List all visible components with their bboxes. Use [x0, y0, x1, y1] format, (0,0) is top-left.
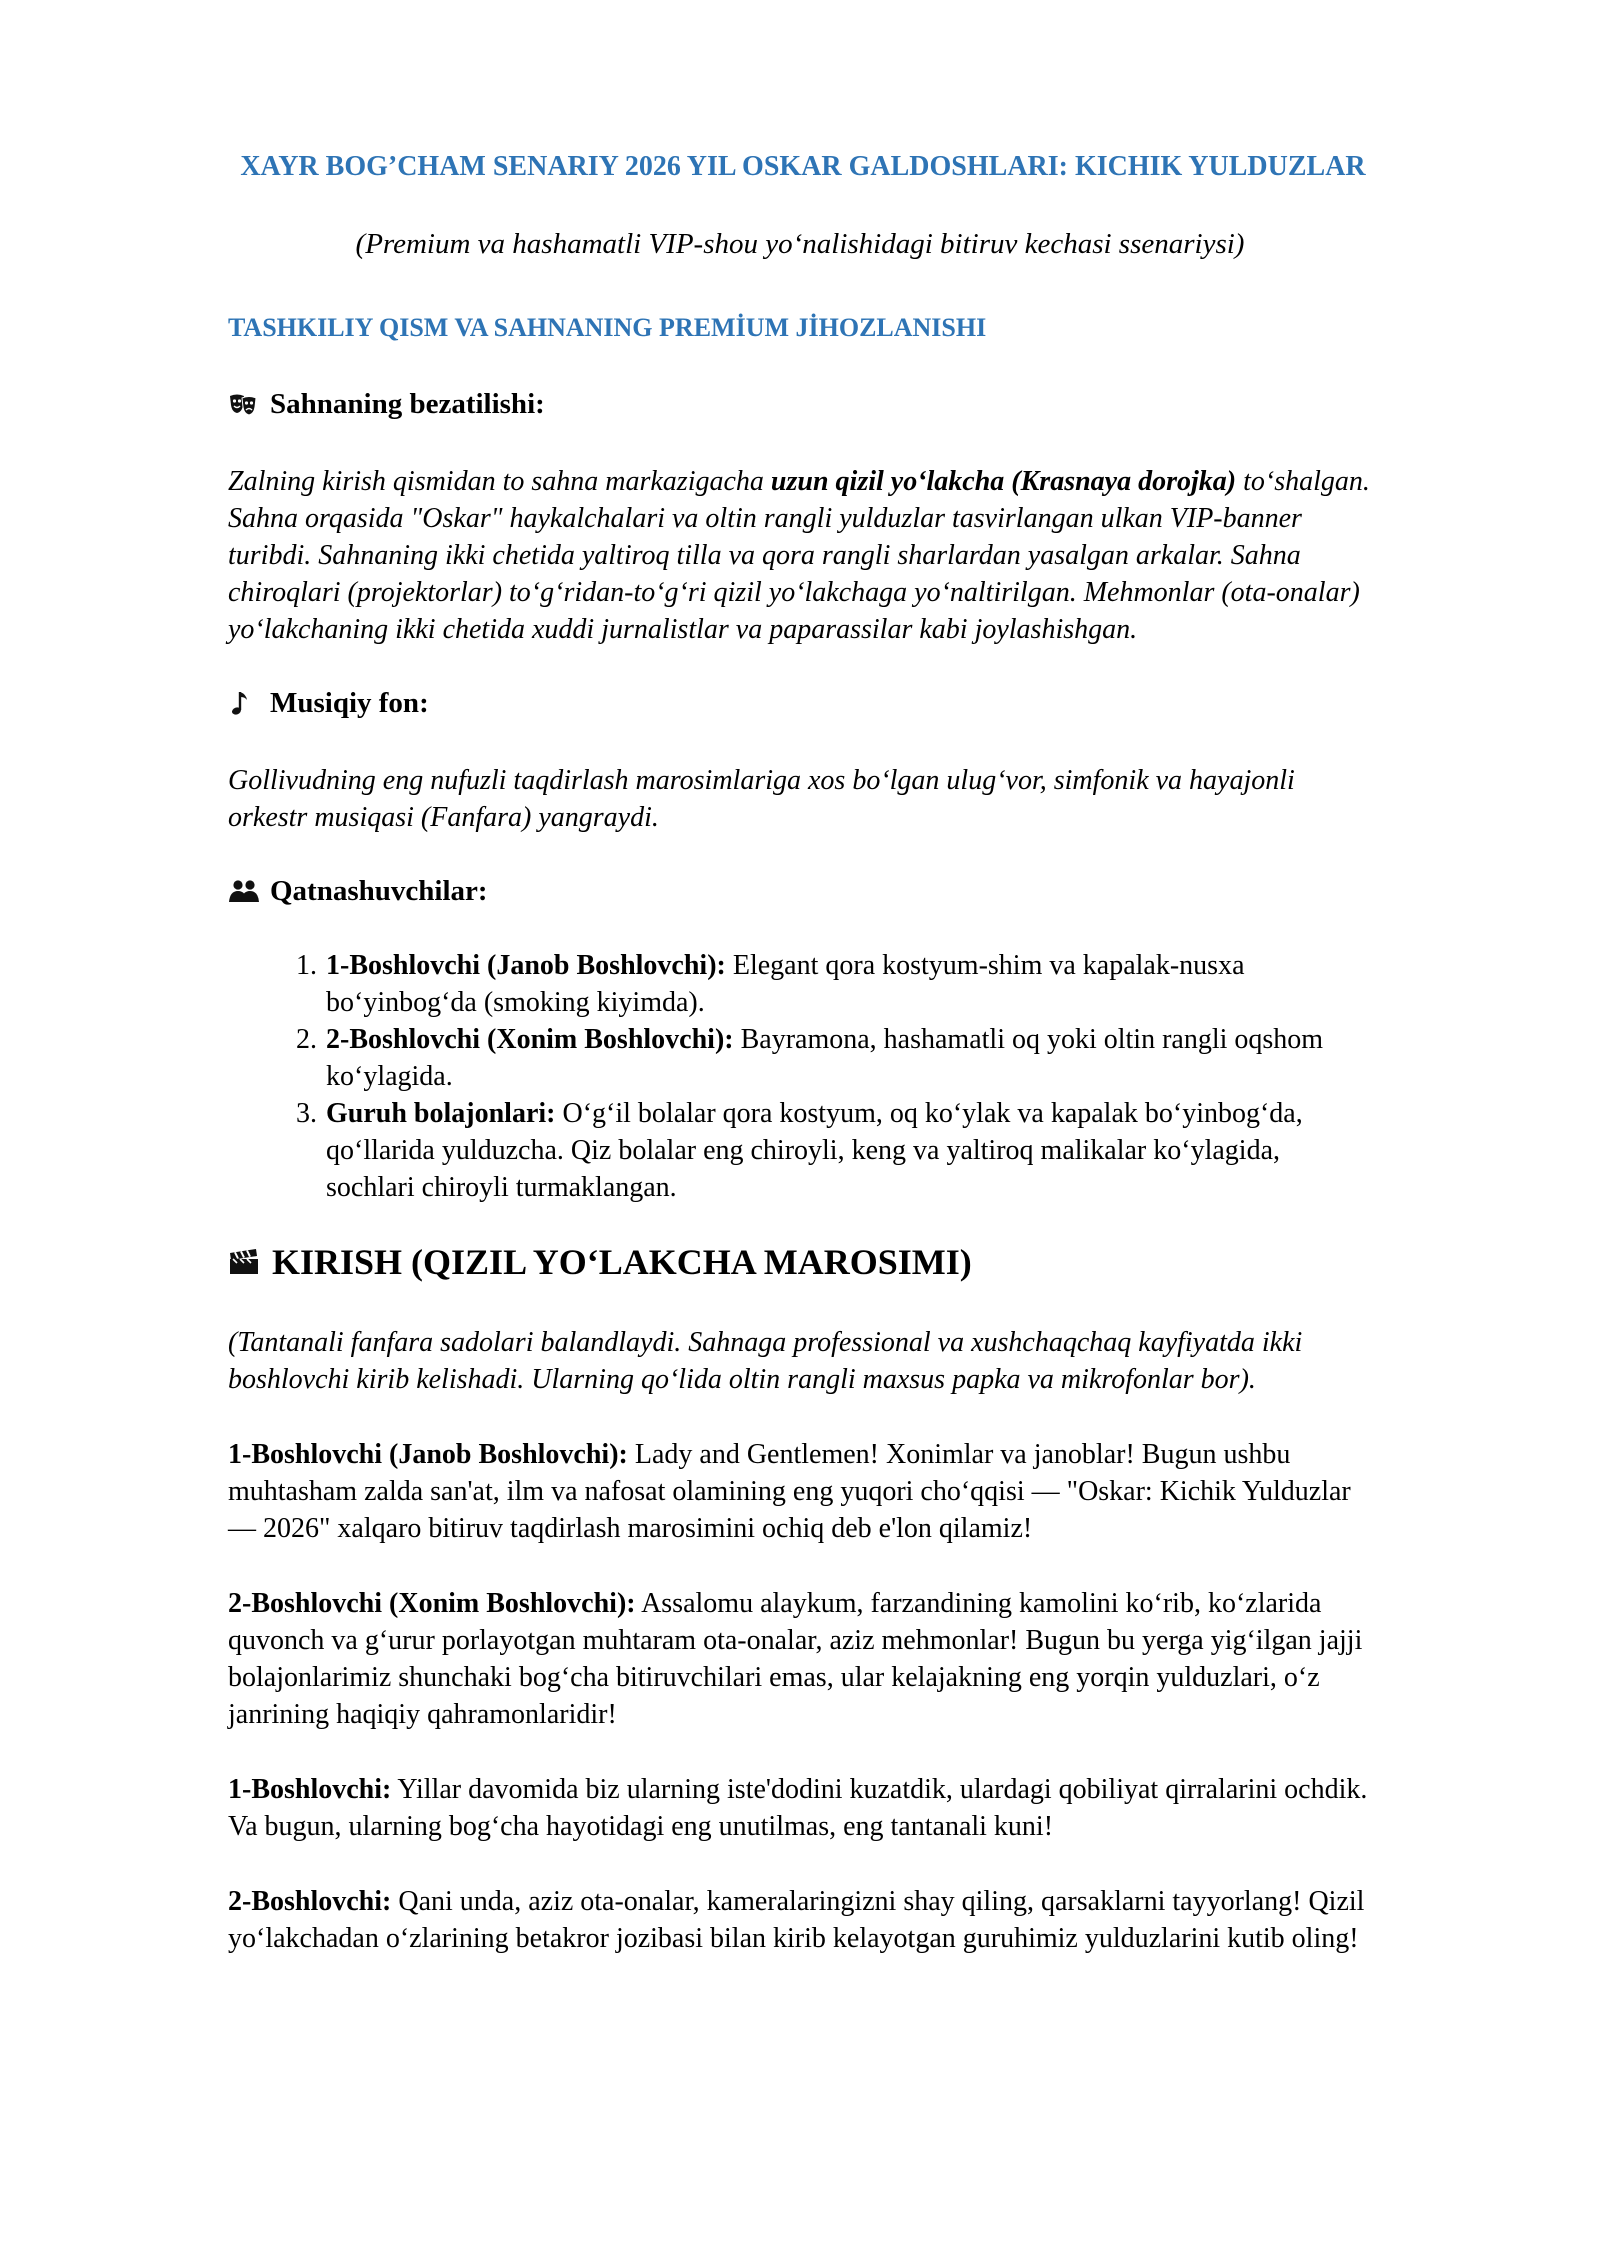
theater-masks-icon [228, 389, 264, 421]
decor-heading: Sahnaning bezatilishi: [270, 388, 545, 420]
dialogue-line [228, 1883, 1372, 1957]
document-title: XAYR BOG’CHAM SENARIY 2026 YIL OSKAR GALDOSHLARI: KICHIK YULDUZLAR [240, 151, 1366, 182]
list-item [324, 947, 1372, 1021]
music-heading: Musiqiy fon: [270, 687, 429, 719]
decor-heading-row [228, 386, 1372, 423]
music-heading-row [228, 685, 1372, 722]
participants-heading: Qatnashuvchilar: [270, 875, 488, 907]
participant-role: 2-Boshlovchi (Xonim Boshlovchi): [326, 1024, 734, 1055]
music-note-icon [228, 688, 264, 720]
speaker-name: 1-Boshlovchi (Janob Boshlovchi): [228, 1439, 628, 1470]
clapperboard-icon [228, 1245, 264, 1279]
dialogue-line [228, 1436, 1372, 1547]
red-carpet-emphasis: uzun qizil yoʻlakcha (Krasnaya dorojka) [770, 466, 1237, 497]
speaker-text: Assalomu alaykum, farzandining kamolini koʻrib, koʻzlarida quvonch va gʻurur porlayotgan muhtaram ota-onalar, aziz mehmonlar! Bugun bu yerga yigʻilgan jajji bolajonlarimiz shunchaki bogʻcha bitiruvchilari emas, ular kelajakning eng yorqin yulduzlari, oʻz janrining haqiqiy qahramonlaridir! [228, 1588, 1363, 1730]
participants-heading-row [228, 873, 1372, 910]
speaker-name: 2-Boshlovchi (Xonim Boshlovchi): [228, 1588, 636, 1619]
speaker-text: Qani unda, aziz ota-onalar, kameralaringizni shay qiling, qarsaklarni tayyorlang! Qizil yoʻlakchadan oʻzlarining betakror jozibasi bilan kirib kelayotgan guruhimiz yulduzlarini kutib oling! [228, 1886, 1365, 1954]
music-paragraph: Gollivudning eng nufuzli taqdirlash marosimlariga xos boʻlgan ulugʻvor, simfonik va hayajonli orkestr musiqasi (Fanfara) yangraydi. [228, 765, 1295, 833]
participant-role: Guruh bolajonlari: [326, 1098, 556, 1129]
organization-heading: TASHKILIY QISM VA SAHNANING PREMİUM JİHOZLANISHI [228, 313, 987, 342]
participants-list [228, 947, 1372, 1206]
participant-role: 1-Boshlovchi (Janob Boshlovchi): [326, 950, 726, 981]
speaker-text: Yillar davomida biz ularning iste'dodini kuzatdik, ulardagi qobiliyat qirralarini ochdik. Va bugun, ularning bogʻcha hayotidagi eng unutilmas, eng tantanali kuni! [228, 1774, 1368, 1842]
dialogue-line [228, 1585, 1372, 1733]
list-item [324, 1095, 1372, 1206]
speaker-name: 1-Boshlovchi: [228, 1774, 392, 1805]
stage-direction: (Tantanali fanfara sadolari balandlaydi. Sahnaga professional va xushchaqchaq kayfiyatda ikki boshlovchi kirib kelishadi. Ularning qoʻlida oltin rangli maxsus papka va mikrofonlar bor). [228, 1327, 1303, 1395]
speaker-name: 2-Boshlovchi: [228, 1886, 392, 1917]
intro-heading-row [228, 1240, 1372, 1284]
dialogue-line [228, 1771, 1372, 1845]
decor-text-start: Zalning kirish qismidan to sahna markazigacha [228, 466, 771, 497]
intro-heading: KIRISH (QIZIL YOʻLAKCHA MAROSIMI) [272, 1242, 972, 1282]
people-icon [228, 876, 264, 908]
decor-text-rest: toʻshalgan. Sahna orqasida "Oskar" haykalchalari va oltin rangli yulduzlar tasvirlangan ulkan VIP-banner turibdi. Sahnaning ikki chetida yaltiroq tilla va qora rangli sharlardan yasalgan arkalar. Sahna chiroqlari (projektorlar) toʻgʻridan-toʻgʻri qizil yoʻlakchaga yoʻnaltirilgan. Mehmonlar (ota-onalar) yoʻlakchaning ikki chetida xuddi jurnalistlar va paparassilar kabi joylashishgan. [228, 466, 1370, 645]
list-item [324, 1021, 1372, 1095]
participant-description: Bayramona, hashamatli oq yoki oltin rangli oqshom koʻylagida. [326, 1024, 1324, 1092]
decor-paragraph [228, 463, 1372, 648]
participant-description: Elegant qora kostyum-shim va kapalak-nusxa boʻyinbogʻda (smoking kiyimda). [326, 950, 1245, 1018]
speaker-text: Lady and Gentlemen! Xonimlar va janoblar! Bugun ushbu muhtasham zalda san'at, ilm va nafosat olamining eng yuqori choʻqqisi — "Oskar: Kichik Yulduzlar — 2026" xalqaro bitiruv taqdirlash marosimini ochiq deb e'lon qilamiz! [228, 1439, 1351, 1544]
participant-description: Oʻgʻil bolalar qora kostyum, oq koʻylak va kapalak boʻyinbogʻda, qoʻllarida yulduzcha. Qiz bolalar eng chiroyli, keng va yaltiroq malikalar koʻylagida, sochlari chiroyli turmaklangan. [326, 1098, 1303, 1203]
document-subtitle: (Premium va hashamatli VIP-shou yoʻnalishidagi bitiruv kechasi ssenariysi) [355, 228, 1245, 260]
